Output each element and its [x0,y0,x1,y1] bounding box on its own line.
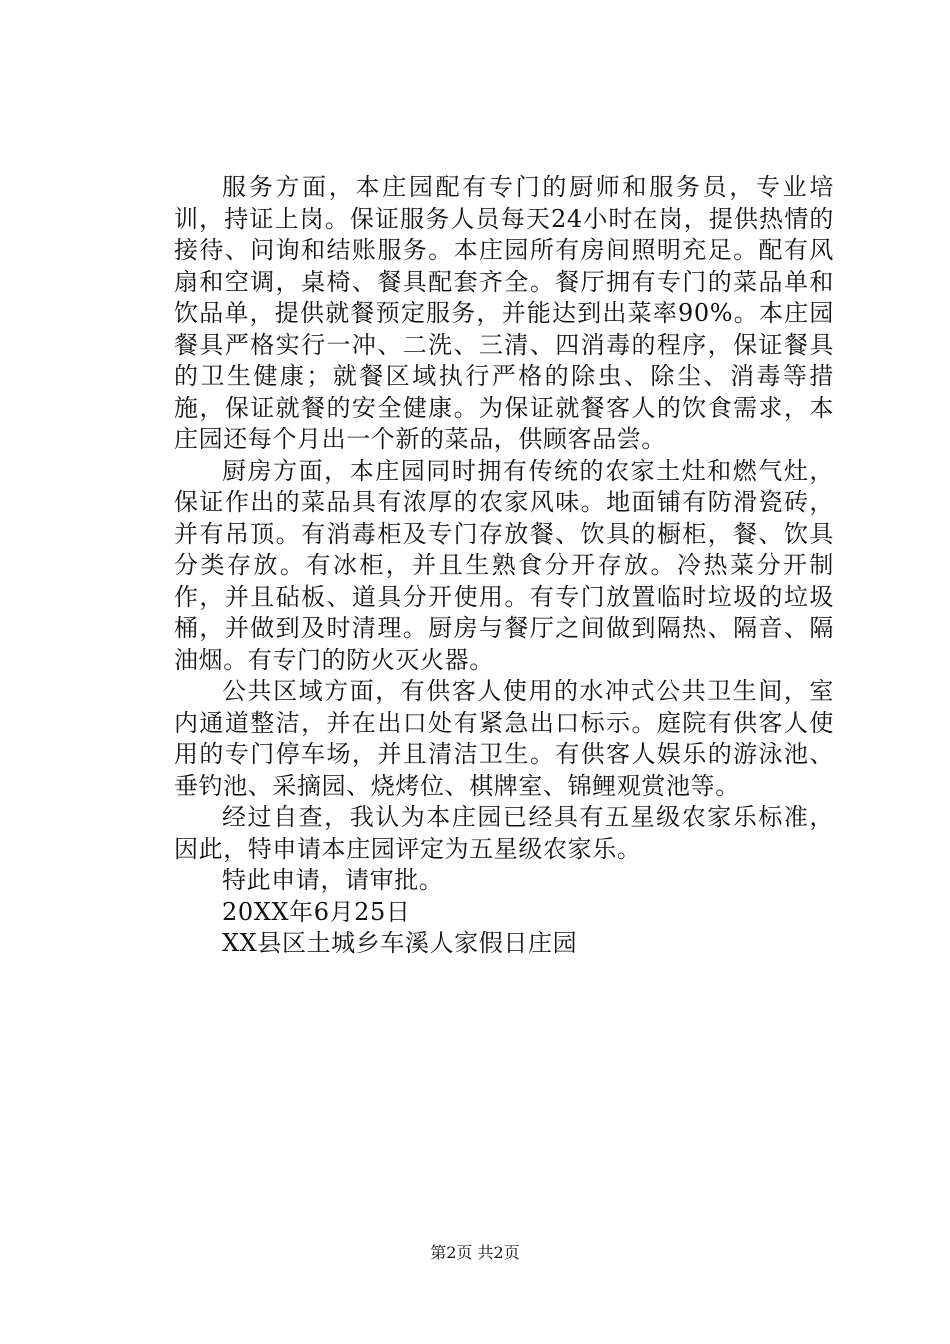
document-body [174,172,834,960]
closing-request: 特此申请，请审批。 [222,866,444,894]
paragraph-service: 服务方面，本庄园配有专门的厨师和服务员，专业培训，持证上岗。保证服务人员每天24小时在岗，提供热情的接待、问询和结账服务。本庄园所有房间照明充足。配有风扇和空调，桌椅、餐具配套齐全。餐厅拥有专门的菜品单和饮品单，提供就餐预定服务，并能达到出菜率90%。本庄园餐具严格实行一冲、二洗、三清、四消毒的程序，保证餐具的卫生健康；就餐区域执行严格的除虫、除尘、消毒等措施，保证就餐的安全健康。为保证就餐客人的饮食需求，本庄园还每个月出一个新的菜品，供顾客品尝。 [174,173,834,453]
paragraph-public-area: 公共区域方面，有供客人使用的水冲式公共卫生间，室内通道整洁，并在出口处有紧急出口标示。庭院有供客人使用的专门停车场，并且清洁卫生。有供客人娱乐的游泳池、垂钓池、采摘园、烧烤位、棋牌室、锦鲤观赏池等。 [174,677,834,800]
page-number-footer: 第2页 共2页 [430,1243,520,1262]
signature: XX县区土城乡车溪人家假日庄园 [222,929,578,957]
paragraph-conclusion: 经过自查，我认为本庄园已经具有五星级农家乐标准，因此，特申请本庄园评定为五星级农家乐。 [174,803,834,863]
paragraph-kitchen: 厨房方面，本庄园同时拥有传统的农家土灶和燃气灶，保证作出的菜品具有浓厚的农家风味。地面铺有防滑瓷砖，并有吊顶。有消毒柜及专门存放餐、饮具的橱柜，餐、饮具分类存放。有冰柜，并且生熟食分开存放。冷热菜分开制作，并且砧板、道具分开使用。有专门放置临时垃圾的垃圾桶，并做到及时清理。厨房与餐厅之间做到隔热、隔音、隔油烟。有专门的防火灭火器。 [174,456,834,674]
document-date: 20XX年6月25日 [222,897,411,926]
